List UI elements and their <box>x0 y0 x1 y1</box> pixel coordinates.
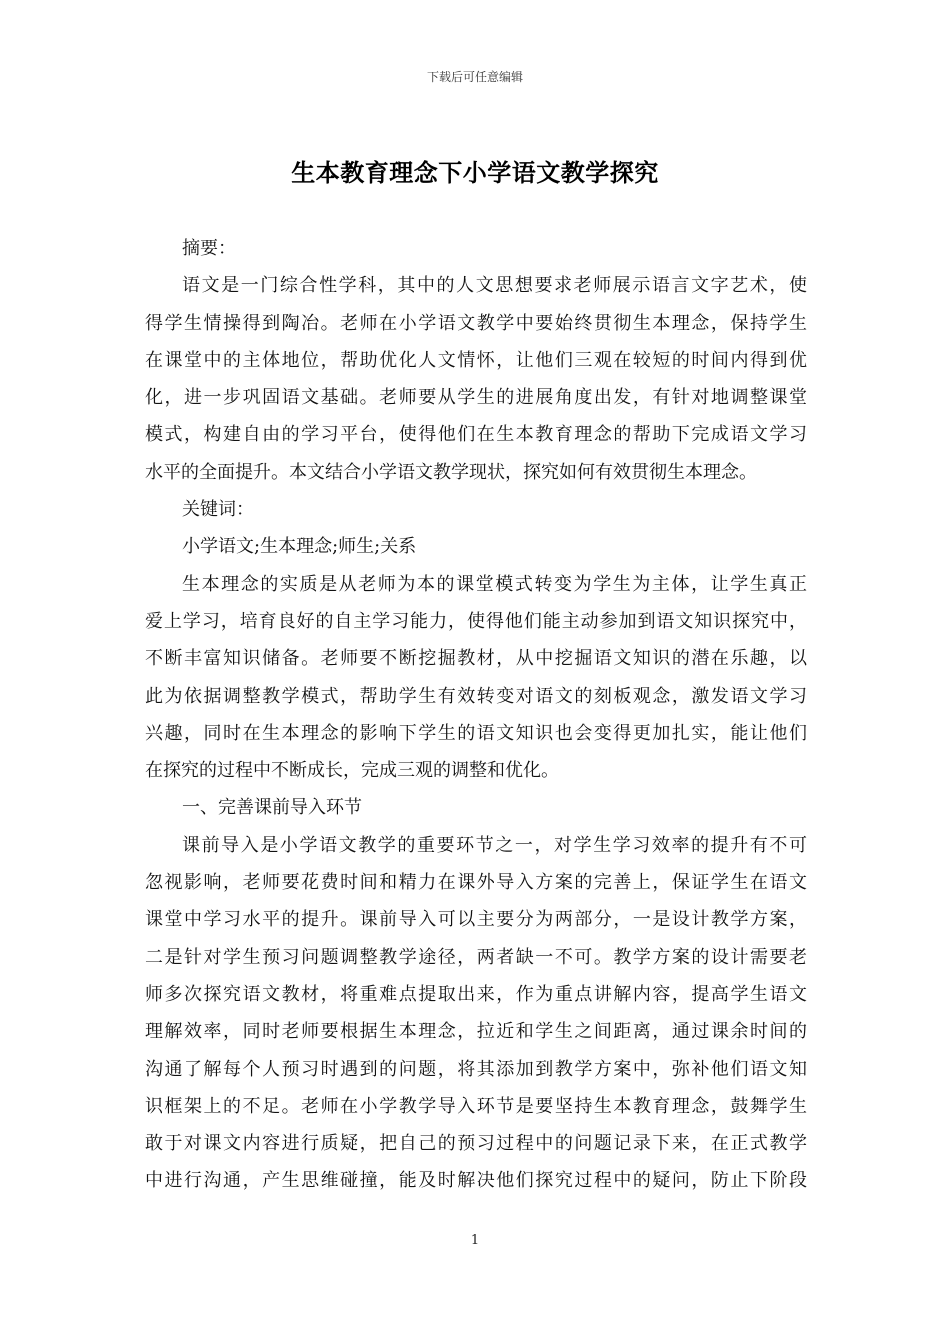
text-line: 关键词： <box>182 499 254 521</box>
document-title: 生本教育理念下小学语文教学探究 <box>291 158 659 187</box>
text-line: 课堂中学习水平的提升。课前导入可以主要分为两部分，一是设计教学方案， <box>145 909 807 931</box>
text-line: 不断丰富知识储备。老师要不断挖掘教材，从中挖掘语文知识的潜在乐趣，以 <box>145 648 807 670</box>
page-header: 下载后可任意编辑 <box>426 70 523 84</box>
page-number: 1 <box>470 1233 480 1248</box>
text-line: 课前导入是小学语文教学的重要环节之一，对学生学习效率的提升有不可 <box>182 834 807 856</box>
text-line: 敢于对课文内容进行质疑，把自己的预习过程中的问题记录下来，在正式教学 <box>145 1133 807 1155</box>
text-line: 师多次探究语文教材，将重难点提取出来，作为重点讲解内容，提高学生语文 <box>145 983 807 1005</box>
text-line: 化，进一步巩固语文基础。老师要从学生的进展角度出发，有针对地调整课堂 <box>145 387 807 409</box>
text-line: 兴趣，同时在生本理念的影响下学生的语文知识也会变得更加扎实，能让他们 <box>145 722 807 744</box>
text-line: 中进行沟通，产生思维碰撞，能及时解决他们探究过程中的疑问，防止下阶段 <box>145 1170 807 1192</box>
text-line: 得学生情操得到陶冶。老师在小学语文教学中要始终贯彻生本理念，保持学生 <box>145 312 807 334</box>
text-line: 爱上学习，培育良好的自主学习能力，使得他们能主动参加到语文知识探究中， <box>145 610 807 632</box>
text-line: 语文是一门综合性学科，其中的人文思想要求老师展示语言文字艺术，使 <box>182 275 807 297</box>
text-line: 二是针对学生预习问题调整教学途径，两者缺一不可。教学方案的设计需要老 <box>145 946 807 968</box>
text-line: 在课堂中的主体地位，帮助优化人文情怀，让他们三观在较短的时间内得到优 <box>145 349 807 371</box>
text-line: 识框架上的不足。老师在小学教学导入环节是要坚持生本教育理念，鼓舞学生 <box>145 1095 807 1117</box>
text-line: 在探究的过程中不断成长，完成三观的调整和优化。 <box>145 760 559 782</box>
text-line: 理解效率，同时老师要根据生本理念，拉近和学生之间距离，通过课余时间的 <box>145 1021 807 1043</box>
text-line: 沟通了解每个人预习时遇到的问题，将其添加到教学方案中，弥补他们语文知 <box>145 1058 807 1080</box>
text-line: 水平的全面提升。本文结合小学语文教学现状，探究如何有效贯彻生本理念。 <box>145 461 757 483</box>
text-line: 一、完善课前导入环节 <box>182 797 362 819</box>
text-line: 此为依据调整教学模式，帮助学生有效转变对语文的刻板观念，激发语文学习 <box>145 685 807 707</box>
text-line: 模式，构建自由的学习平台，使得他们在生本教育理念的帮助下完成语文学习 <box>145 424 807 446</box>
document-body <box>145 230 807 1200</box>
text-line: 忽视影响，老师要花费时间和精力在课外导入方案的完善上，保证学生在语文 <box>145 872 807 894</box>
text-line: 生本理念的实质是从老师为本的课堂模式转变为学生为主体，让学生真正 <box>182 573 807 595</box>
text-line: 摘要： <box>182 238 236 259</box>
text-line: 小学语文;生本理念;师生;关系 <box>182 536 417 558</box>
